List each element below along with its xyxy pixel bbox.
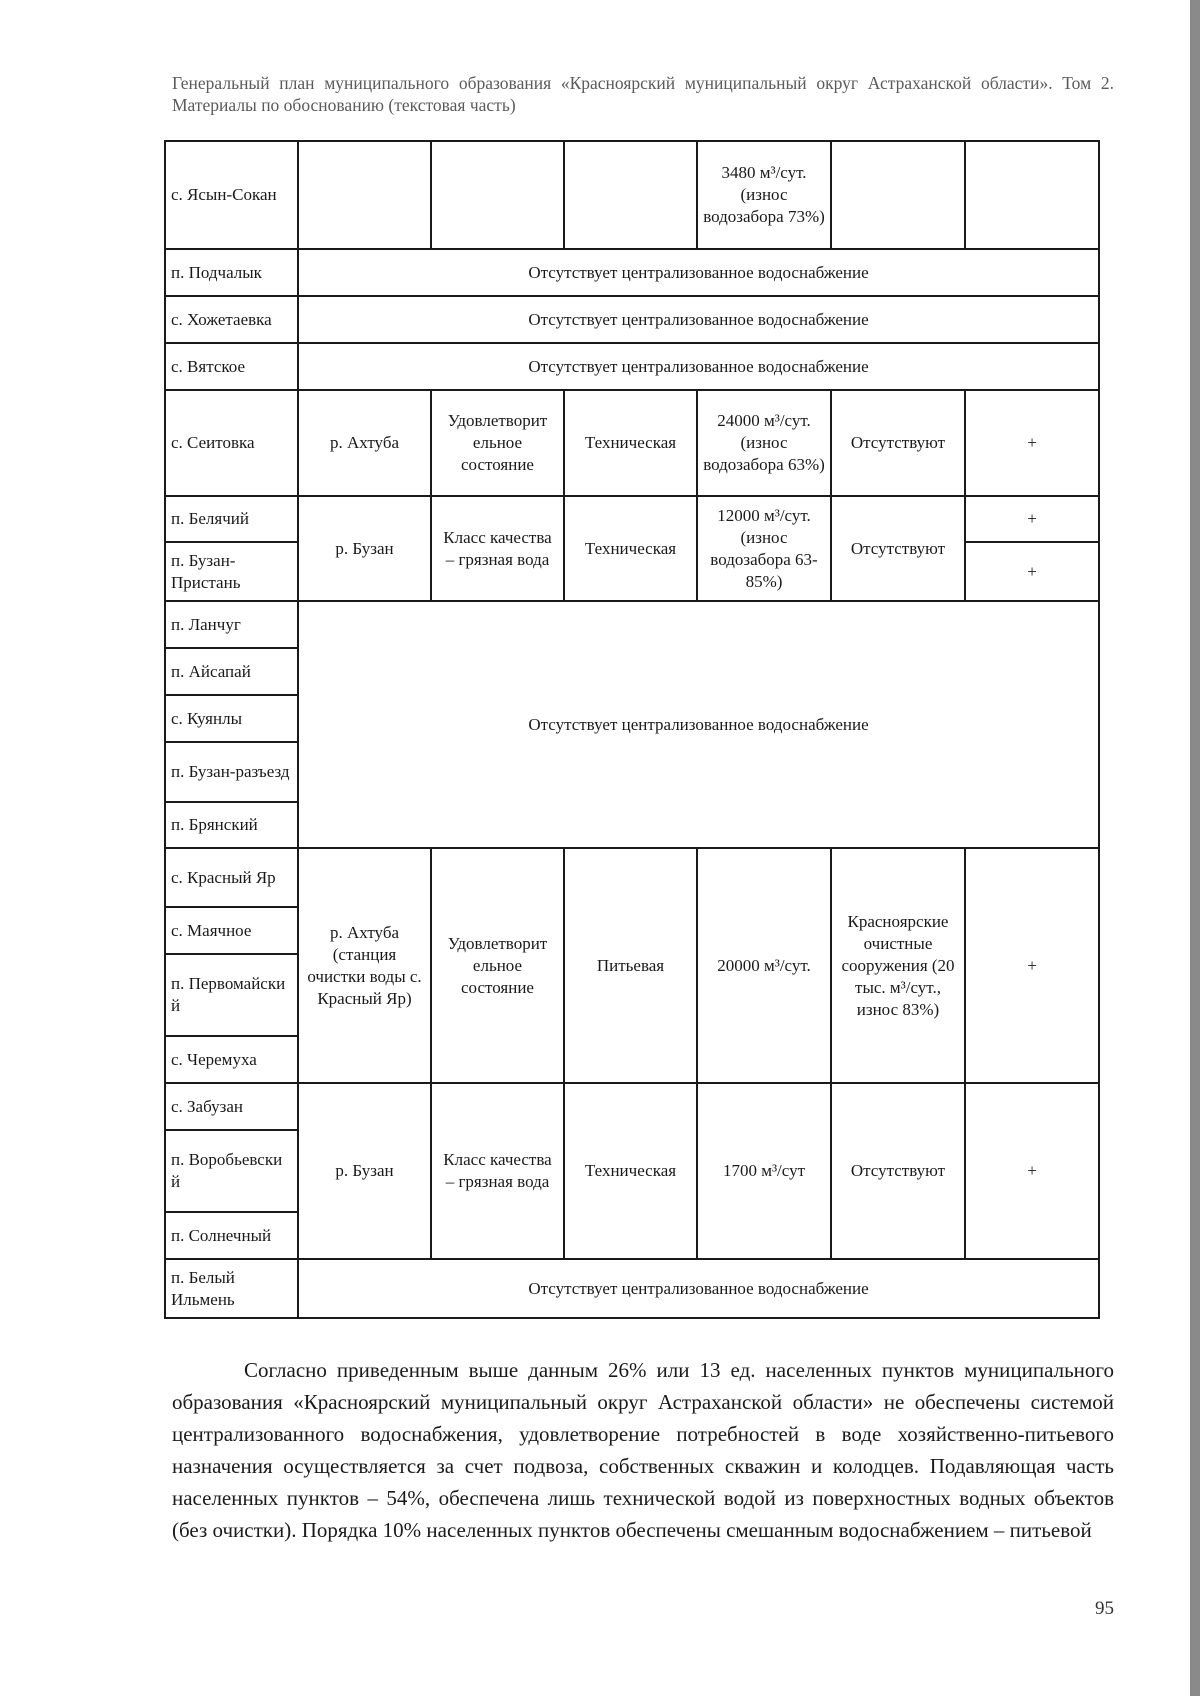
- table-row: [165, 848, 1099, 907]
- table-row: [165, 296, 1099, 343]
- capacity-cell: 20000 м³/сут.: [697, 848, 831, 1083]
- settlement-cell: с. Красный Яр: [165, 848, 298, 907]
- treatment-cell: Красноярские очистные сооружения (20 тыс. м³/сут., износ 83%): [831, 848, 965, 1083]
- settlement-cell: п. Солнечный: [165, 1212, 298, 1259]
- settlement-cell: п. Воробьевски й: [165, 1130, 298, 1212]
- body-paragraph-block: [172, 1354, 1114, 1546]
- capacity-cell: 1700 м³/сут: [697, 1083, 831, 1259]
- condition-cell: Удовлетворит ельное состояние: [431, 848, 564, 1083]
- body-paragraph: Согласно приведенным выше данным 26% или 13 ед. населенных пунктов муниципального образования «Красноярский муниципальный округ Астраханской области» не обеспечены системой централизованного водоснабжения, удовлетворение потребностей в воде хозяйственно-питьевого назначения осуществляется за счет подвоза, собственных скважин и колодцев. Подавляющая часть населенных пунктов – 54%, обеспечена лишь технической водой из поверхностных водных объектов (без очистки). Порядка 10% населенных пунктов обеспечены смешанным водоснабжением – питьевой: [172, 1358, 1114, 1542]
- no-supply-note: Отсутствует централизованное водоснабжение: [298, 343, 1099, 390]
- settlement-cell: с. Ясын-Сокан: [165, 141, 298, 249]
- table-row: [165, 343, 1099, 390]
- settlement-cell: п. Айсапай: [165, 648, 298, 695]
- table-row: [165, 496, 1099, 542]
- condition-cell: Класс качества – грязная вода: [431, 1083, 564, 1259]
- empty-cell: [831, 141, 965, 249]
- table-row: [165, 1083, 1099, 1130]
- water-type-cell: Питьевая: [564, 848, 697, 1083]
- mark-cell: +: [965, 390, 1099, 496]
- capacity-cell: 12000 м³/сут. (износ водозабора 63-85%): [697, 496, 831, 601]
- no-supply-note: Отсутствует централизованное водоснабжение: [298, 296, 1099, 343]
- source-cell: р. Ахтуба (станция очистки воды с. Красный Яр): [298, 848, 431, 1083]
- document-header: Генеральный план муниципального образования «Красноярский муниципальный округ Астраханской области». Том 2. Материалы по обоснованию (текстовая часть): [172, 73, 1114, 115]
- table-row: [165, 249, 1099, 296]
- settlement-cell: с. Маячное: [165, 907, 298, 954]
- treatment-cell: Отсутствуют: [831, 496, 965, 601]
- capacity-cell: 24000 м³/сут. (износ водозабора 63%): [697, 390, 831, 496]
- source-cell: р. Бузан: [298, 496, 431, 601]
- mark-cell: +: [965, 848, 1099, 1083]
- settlement-cell: п. Белый Ильмень: [165, 1259, 298, 1318]
- condition-cell: Класс качества – грязная вода: [431, 496, 564, 601]
- settlement-cell: п. Бузан-разъезд: [165, 742, 298, 802]
- settlement-cell: с. Куянлы: [165, 695, 298, 742]
- settlement-cell: с. Сеитовка: [165, 390, 298, 496]
- water-type-cell: Техническая: [564, 496, 697, 601]
- water-type-cell: Техническая: [564, 1083, 697, 1259]
- mark-cell: +: [965, 496, 1099, 542]
- settlement-cell: с. Хожетаевка: [165, 296, 298, 343]
- condition-cell: Удовлетворит ельное состояние: [431, 390, 564, 496]
- settlement-cell: п. Брянский: [165, 802, 298, 848]
- settlement-cell: п. Ланчуг: [165, 601, 298, 648]
- empty-cell: [965, 141, 1099, 249]
- no-supply-note: Отсутствует централизованное водоснабжение: [298, 601, 1099, 848]
- empty-cell: [431, 141, 564, 249]
- table-row: [165, 390, 1099, 496]
- settlement-cell: с. Вятское: [165, 343, 298, 390]
- table-row: [165, 601, 1099, 648]
- table-row: [165, 1259, 1099, 1318]
- treatment-cell: Отсутствуют: [831, 390, 965, 496]
- water-type-cell: Техническая: [564, 390, 697, 496]
- settlement-cell: п. Белячий: [165, 496, 298, 542]
- source-cell: р. Ахтуба: [298, 390, 431, 496]
- empty-cell: [298, 141, 431, 249]
- no-supply-note: Отсутствует централизованное водоснабжение: [298, 1259, 1099, 1318]
- settlement-cell: п. Подчалык: [165, 249, 298, 296]
- page-number: 95: [1095, 1598, 1114, 1619]
- empty-cell: [564, 141, 697, 249]
- settlement-cell: с. Забузан: [165, 1083, 298, 1130]
- settlement-cell: п. Бузан-Пристань: [165, 542, 298, 601]
- source-cell: р. Бузан: [298, 1083, 431, 1259]
- mark-cell: +: [965, 542, 1099, 601]
- water-supply-table: [164, 140, 1100, 1319]
- treatment-cell: Отсутствуют: [831, 1083, 965, 1259]
- page-edge: [1190, 0, 1200, 1696]
- settlement-cell: п. Первомайски й: [165, 954, 298, 1036]
- mark-cell: +: [965, 1083, 1099, 1259]
- no-supply-note: Отсутствует централизованное водоснабжение: [298, 249, 1099, 296]
- capacity-cell: 3480 м³/сут. (износ водозабора 73%): [697, 141, 831, 249]
- settlement-cell: с. Черемуха: [165, 1036, 298, 1083]
- table-row: [165, 141, 1099, 249]
